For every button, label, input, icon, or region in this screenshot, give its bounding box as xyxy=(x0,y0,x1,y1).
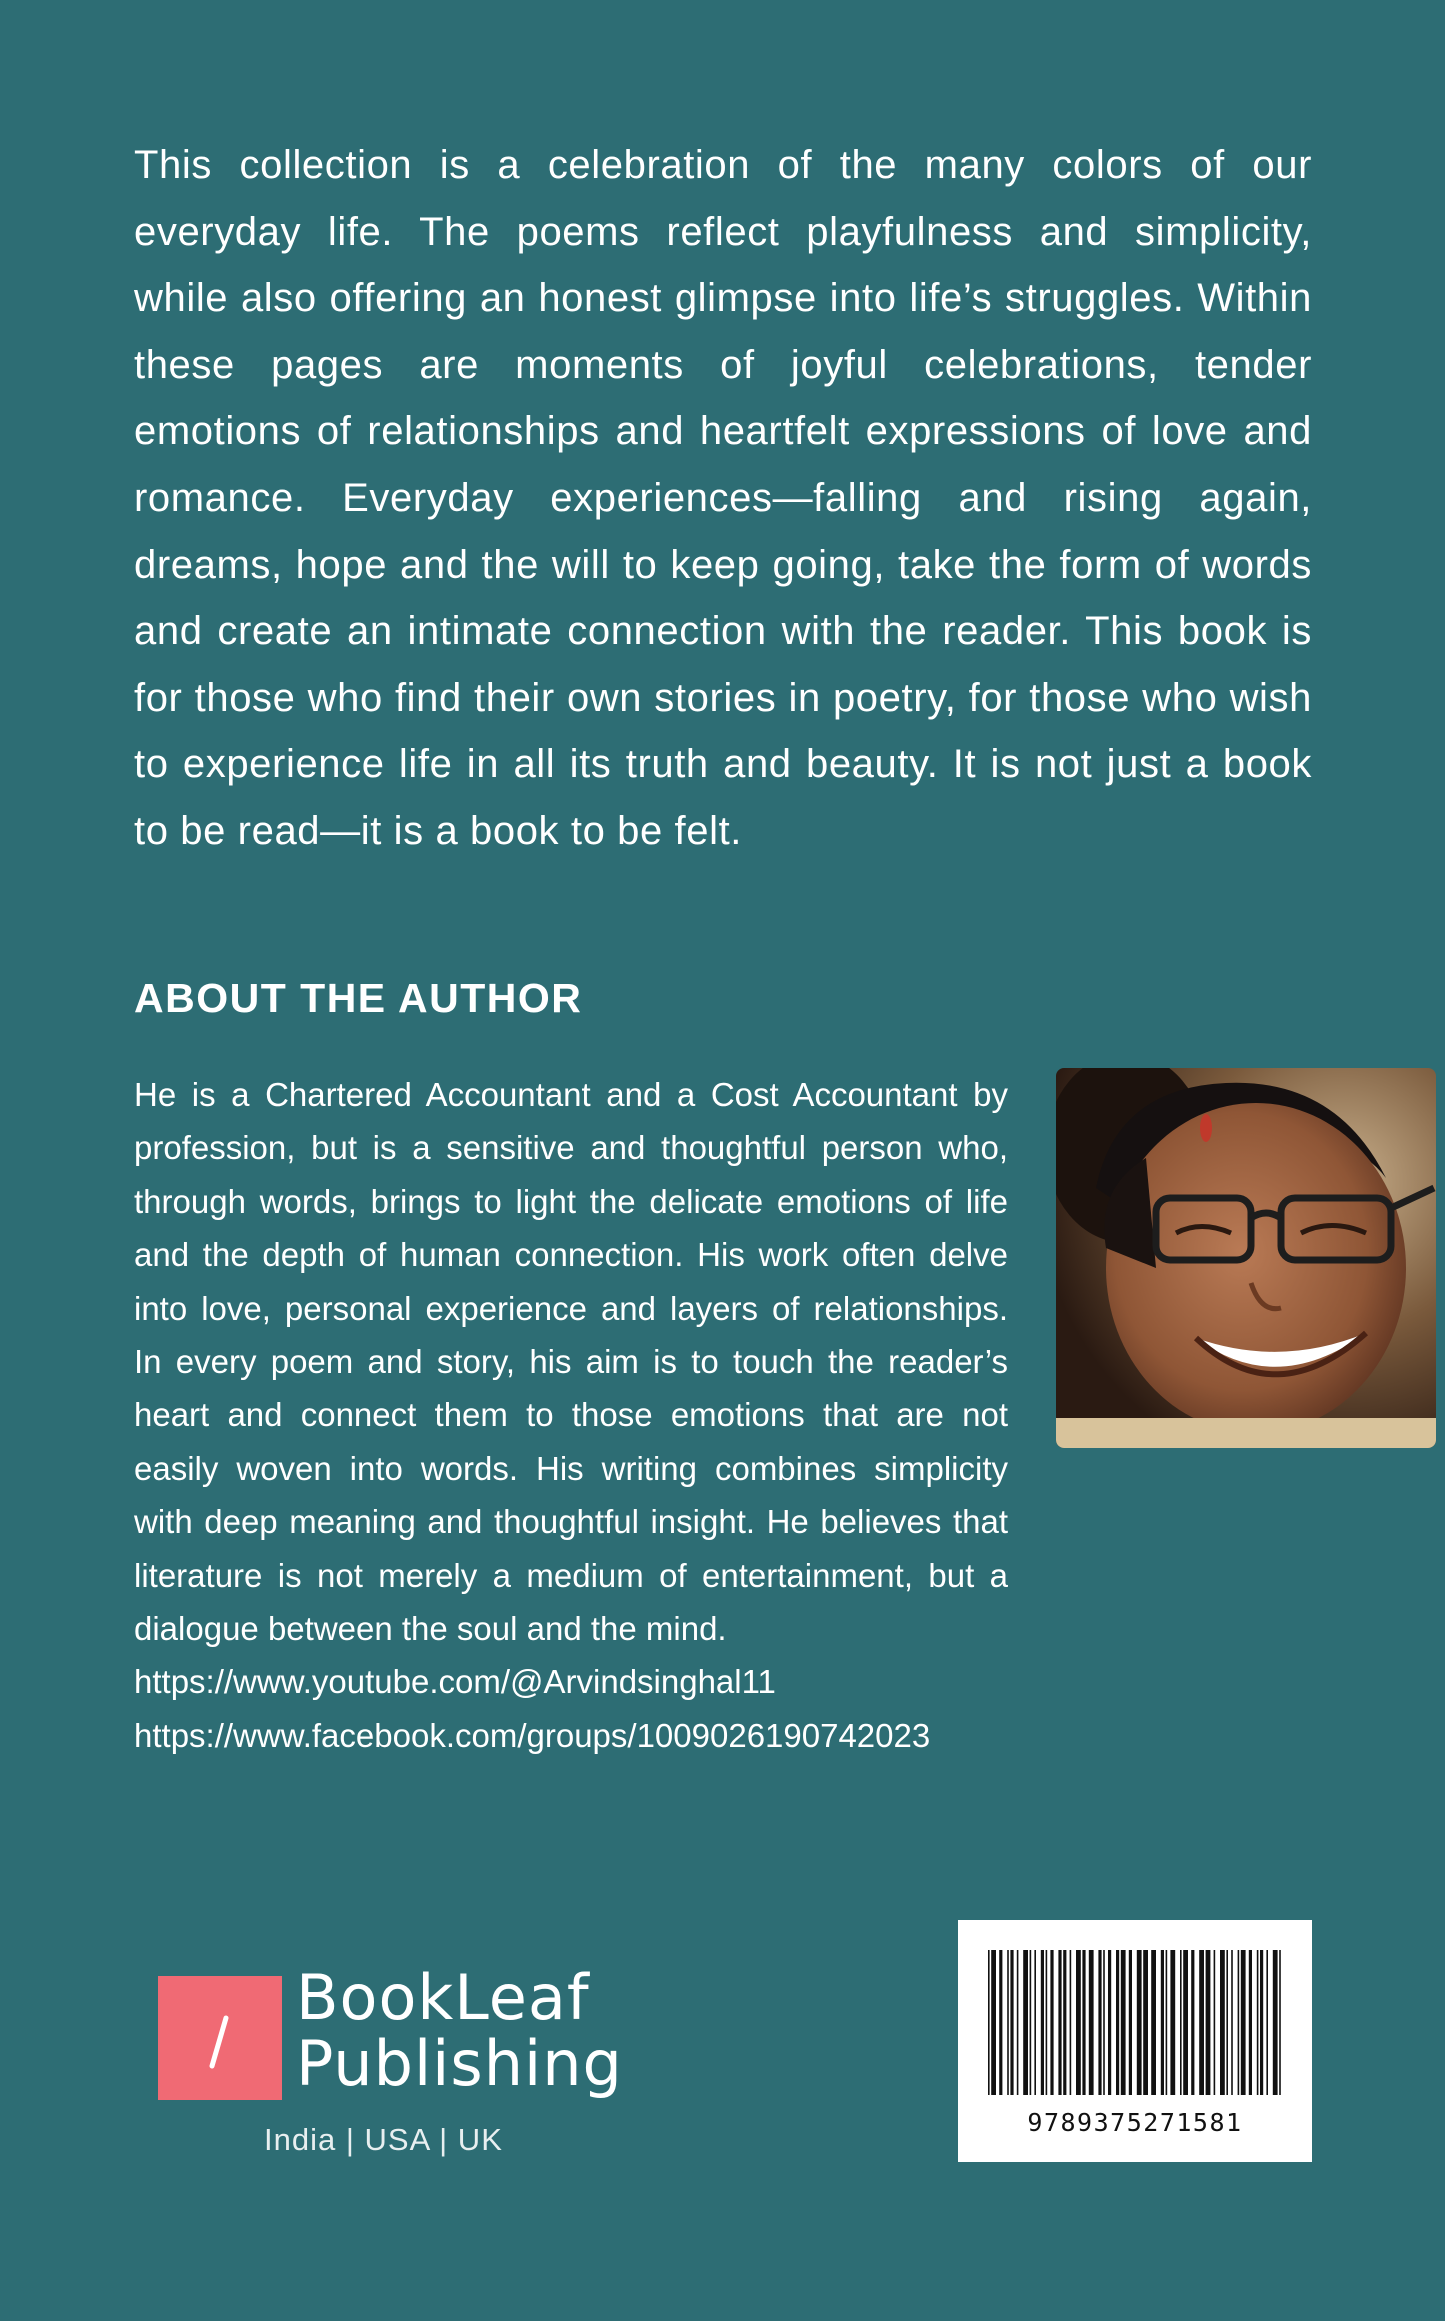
publisher-regions: India | USA | UK xyxy=(264,2122,503,2157)
isbn-barcode xyxy=(958,1920,1312,2162)
barcode-bar xyxy=(1249,1950,1252,2095)
barcode-bar xyxy=(1070,1950,1072,2095)
barcode-bar xyxy=(1046,1950,1048,2095)
barcode-bar xyxy=(1116,1950,1119,2095)
about-author-heading: ABOUT THE AUTHOR xyxy=(134,975,583,1021)
barcode-bar xyxy=(1137,1950,1142,2095)
slash-icon xyxy=(158,1976,282,2100)
barcode-bar xyxy=(1206,1950,1211,2095)
isbn-number: 9789375271581 xyxy=(1027,2108,1243,2137)
publisher-logo-mark xyxy=(158,1976,282,2100)
barcode-bar xyxy=(1279,1950,1281,2095)
barcode-bar xyxy=(1238,1950,1240,2095)
barcode-bar xyxy=(1231,1950,1233,2095)
barcode-bar xyxy=(1214,1950,1216,2095)
barcode-bar xyxy=(999,1950,1002,2095)
barcode-bar xyxy=(1191,1950,1194,2095)
barcode-bar xyxy=(1063,1950,1066,2095)
barcode-bar xyxy=(1050,1950,1053,2095)
barcode-bar xyxy=(1023,1950,1028,2095)
barcode-bar xyxy=(1199,1950,1204,2095)
barcode-bar xyxy=(1034,1950,1036,2095)
author-bio-text: He is a Chartered Accountant and a Cost Accountant by profession, but is a sensitive and thoughtful person who, through words, brings to light the delicate emotions of life and the depth of human connection. His work often delve into love, personal experience and layers of relationships. In every poem and story, his aim is to touch the reader’s heart and connect them to those emotions that are not easily woven into words. His writing combines simplicity with deep meaning and thoughtful insight. He believes that literature is not merely a medium of entertainment, but a dialogue between the soul and the mind. xyxy=(134,1076,1008,1648)
barcode-bar xyxy=(1121,1950,1126,2095)
barcode-bar xyxy=(1082,1950,1085,2095)
barcode-bar xyxy=(1129,1950,1132,2095)
barcode-bar xyxy=(1151,1950,1156,2095)
barcode-bar xyxy=(1226,1950,1228,2095)
barcode-bars xyxy=(958,1920,1312,2110)
barcode-bar xyxy=(1266,1950,1268,2095)
barcode-bar xyxy=(1273,1950,1278,2095)
barcode-bar xyxy=(1241,1950,1246,2095)
barcode-bar xyxy=(1010,1950,1013,2095)
author-photo xyxy=(1056,1068,1436,1448)
barcode-bar xyxy=(1161,1950,1164,2095)
author-bio xyxy=(134,1068,1008,1762)
barcode-bar xyxy=(988,1950,990,2095)
barcode-bar xyxy=(1257,1950,1259,2095)
barcode-bar xyxy=(1166,1950,1168,2095)
barcode-bar xyxy=(1220,1950,1225,2095)
facebook-link[interactable]: https://www.facebook.com/groups/1009026190742023 xyxy=(134,1716,931,1754)
barcode-bar xyxy=(1089,1950,1094,2095)
barcode-bar xyxy=(1180,1950,1182,2095)
barcode-bar xyxy=(1041,1950,1044,2095)
barcode-bar xyxy=(1183,1950,1188,2095)
barcode-bar xyxy=(1143,1950,1148,2095)
barcode-bar xyxy=(1260,1950,1263,2095)
barcode-bar xyxy=(1170,1950,1175,2095)
publisher-name-line1: BookLeaf xyxy=(296,1961,590,2034)
barcode-bar xyxy=(1103,1950,1105,2095)
youtube-link[interactable]: https://www.youtube.com/@Arvindsinghal11 xyxy=(134,1663,776,1701)
barcode-bar xyxy=(1030,1950,1032,2095)
book-blurb: This collection is a celebration of the many colors of our everyday life. The poems reflect playfulness and simplicity, while also offering an honest glimpse into life’s struggles. Within these pages are moments of joyful celebrations, tender emotions of relationships and heartfelt expressions of love and romance. Everyday experiences—falling and rising again, dreams, hope and the will to keep going, take the form of words and create an intimate connection with the reader. This book is for those who find their own stories in poetry, for those who wish to experience life in all its truth and beauty. It is not just a book to be read—it is a book to be felt. xyxy=(134,143,1312,853)
publisher-name-line2: Publishing xyxy=(296,2027,623,2100)
barcode-bar xyxy=(1017,1950,1019,2095)
barcode-bar xyxy=(1076,1950,1081,2095)
barcode-bar xyxy=(1007,1950,1009,2095)
barcode-bar xyxy=(1098,1950,1101,2095)
barcode-bar xyxy=(1108,1950,1111,2095)
barcode-bar xyxy=(1058,1950,1061,2095)
publisher-name xyxy=(296,1961,623,2100)
barcode-bar xyxy=(991,1950,996,2095)
